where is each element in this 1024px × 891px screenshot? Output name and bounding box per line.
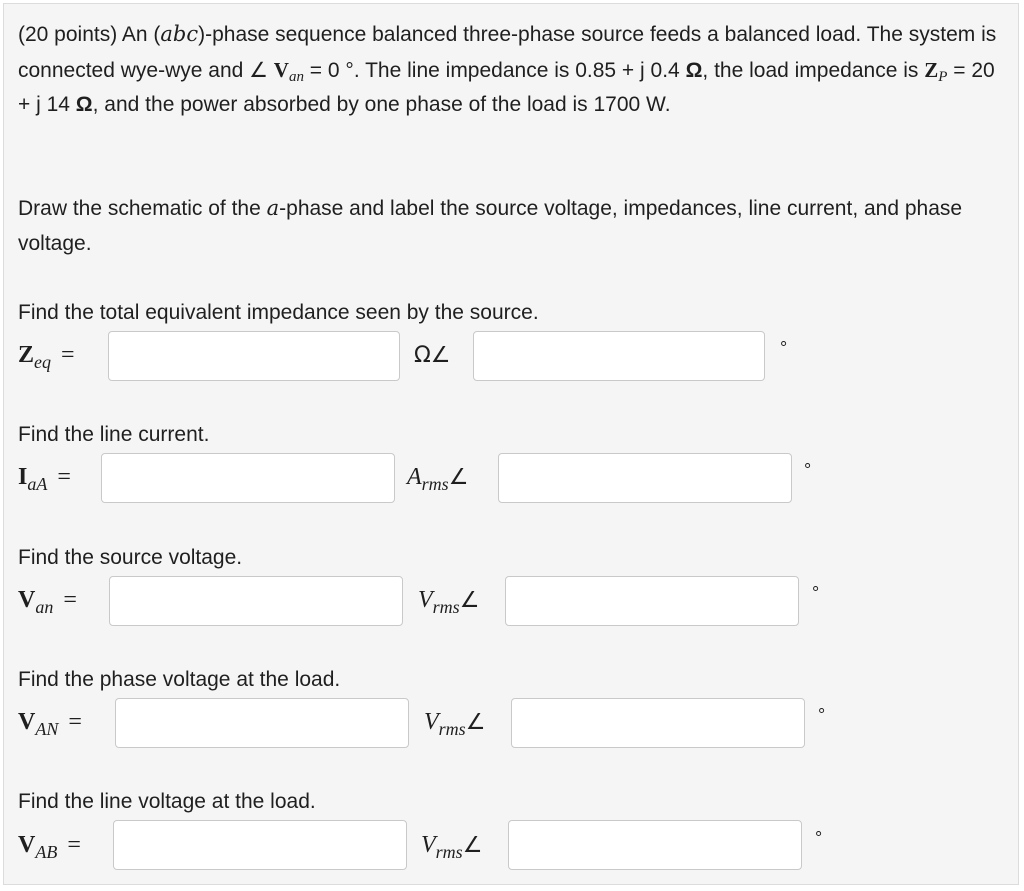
equals-sign: = <box>63 587 77 613</box>
iaa-magnitude-input[interactable] <box>101 453 395 503</box>
v-an-subscript: an <box>288 68 304 85</box>
vab-unit <box>421 830 482 861</box>
degree-symbol: ° <box>815 828 823 848</box>
intro-text-b: )-phase sequence balanced three-phase source feeds a balanced load. The system is connected wye-wye and ∠ <box>18 23 997 82</box>
zeq-magnitude-input[interactable] <box>108 331 400 381</box>
van-load-lhs <box>18 707 82 737</box>
phase-letter: a <box>266 196 280 220</box>
phase-sequence: abc <box>160 22 199 46</box>
van-lhs <box>18 585 77 615</box>
question-label-iaa: Find the line current. <box>18 423 210 446</box>
iaa-angle-input[interactable] <box>498 453 792 503</box>
question-label-zeq: Find the total equivalent impedance seen by the source. <box>18 301 539 324</box>
van-load-subscript: AN <box>35 719 59 739</box>
unit-subscript: rms <box>438 719 466 739</box>
iaa-symbol: I <box>18 464 28 490</box>
degree-symbol: ° <box>818 705 826 725</box>
vab-subscript: AB <box>35 842 58 862</box>
unit-letter: V <box>421 832 436 858</box>
degree-symbol: ° <box>812 583 820 603</box>
van-unit <box>418 585 479 616</box>
equals-sign: = <box>57 464 71 490</box>
instruction-text-b: -phase and label the source voltage, impedances, line current, and phase voltage. <box>18 197 963 255</box>
vab-magnitude-input[interactable] <box>113 820 407 870</box>
intro-text-f: , and the power absorbed by one phase of the load is 1700 W. <box>92 93 671 116</box>
z-p-subscript: P <box>938 68 948 85</box>
intro-text-c: = 0 °. The line impedance is 0.85 + j 0.4 <box>303 58 686 82</box>
van-load-angle-input[interactable] <box>511 698 805 748</box>
intro-text-d: , the load impedance is <box>702 58 925 82</box>
angle-symbol: ∠ <box>448 465 469 490</box>
equals-sign: = <box>67 832 81 858</box>
v-an-symbol: V <box>273 57 289 82</box>
van-load-unit <box>424 707 485 738</box>
question-label-van: Find the source voltage. <box>18 546 243 569</box>
unit-subscript: rms <box>421 474 449 494</box>
unit-subscript: rms <box>432 597 460 617</box>
unit-letter: V <box>424 709 439 735</box>
zeq-symbol: Z <box>18 342 35 368</box>
vab-angle-input[interactable] <box>508 820 802 870</box>
van-subscript: an <box>35 597 54 617</box>
zeq-angle-input[interactable] <box>473 331 765 381</box>
iaa-subscript: aA <box>27 474 48 494</box>
question-label-van-load: Find the phase voltage at the load. <box>18 668 341 691</box>
angle-symbol: ∠ <box>459 588 480 613</box>
zeq-lhs <box>18 340 75 370</box>
angle-symbol: ∠ <box>465 710 486 735</box>
equals-sign: = <box>68 709 82 735</box>
unit-letter: A <box>407 464 422 490</box>
degree-symbol: ° <box>804 460 812 480</box>
ohm-symbol: Ω <box>685 58 703 82</box>
intro-text-a: (20 points) An ( <box>18 23 161 46</box>
iaa-lhs <box>18 462 71 492</box>
van-angle-input[interactable] <box>505 576 799 626</box>
vab-lhs <box>18 830 81 860</box>
angle-symbol: ∠ <box>462 833 483 858</box>
van-symbol: V <box>18 587 36 613</box>
unit-letter: V <box>418 587 433 613</box>
van-magnitude-input[interactable] <box>109 576 403 626</box>
instruction-text-a: Draw the schematic of the <box>18 197 267 220</box>
degree-symbol: ° <box>780 338 788 358</box>
zeq-subscript: eq <box>34 352 52 372</box>
iaa-unit <box>407 462 468 493</box>
van-load-magnitude-input[interactable] <box>115 698 409 748</box>
problem-statement <box>18 17 1008 123</box>
schematic-instruction <box>18 191 1008 261</box>
zeq-unit: Ω∠ <box>414 343 451 368</box>
intro-text-e: = 20 + j 14 <box>18 58 995 116</box>
question-label-vab: Find the line voltage at the load. <box>18 790 316 813</box>
ohm-symbol: Ω <box>75 93 93 116</box>
z-p-symbol: Z <box>924 57 939 82</box>
vab-symbol: V <box>18 832 36 858</box>
equals-sign: = <box>61 342 75 368</box>
van-load-symbol: V <box>18 709 36 735</box>
unit-subscript: rms <box>435 842 463 862</box>
